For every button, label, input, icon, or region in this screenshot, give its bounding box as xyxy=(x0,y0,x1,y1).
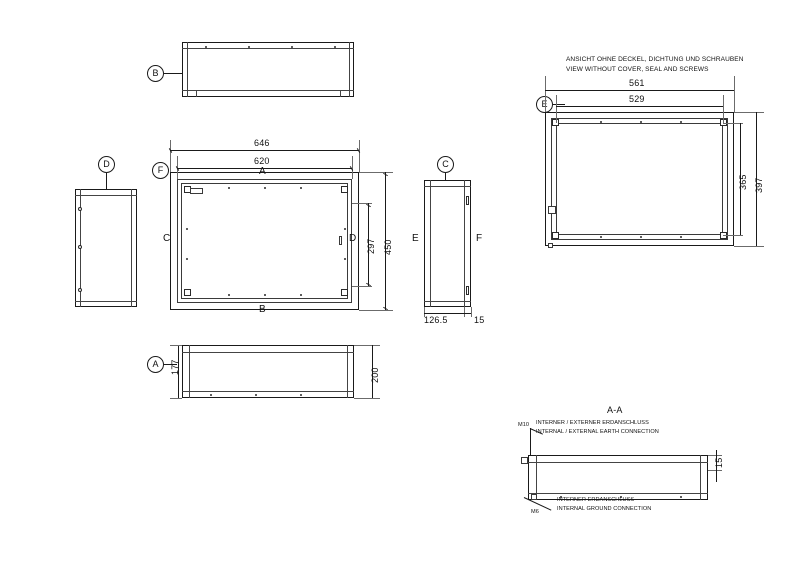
dim-646-text: 646 xyxy=(254,138,270,148)
dim-177-ext-b xyxy=(170,398,182,399)
view-f-screw-t3 xyxy=(300,187,302,189)
view-c-inner-right xyxy=(464,180,465,307)
dim-450-ext-bot xyxy=(359,310,393,311)
view-e-screw-b3 xyxy=(680,236,682,238)
view-b-left-inner xyxy=(187,42,188,97)
view-f-screw-b1 xyxy=(228,294,230,296)
view-e-corner-bl xyxy=(552,232,559,239)
section-dim15-ext-b xyxy=(708,470,722,471)
view-e-screw-t3 xyxy=(680,121,682,123)
section-inner-right xyxy=(700,455,701,500)
interior-note-de: ANSICHT OHNE DECKEL, DICHTUNG UND SCHRAUBEN xyxy=(566,56,744,63)
view-e-screw-t1 xyxy=(600,121,602,123)
view-d-hinge-mid xyxy=(78,245,82,249)
view-b-tab-right xyxy=(340,90,341,97)
dim-177-line xyxy=(178,345,179,398)
view-b-outline xyxy=(182,42,354,97)
view-c-inner-top xyxy=(424,186,471,187)
view-b-screw-1 xyxy=(205,46,207,48)
dim-365-ext-b xyxy=(723,235,743,236)
view-c-face-e: E xyxy=(412,233,419,244)
view-f-corner-tr xyxy=(341,186,348,193)
dim-397-text: 397 xyxy=(754,177,764,193)
dim-620-line xyxy=(177,168,352,169)
view-c-hinge-bottom xyxy=(466,286,469,295)
view-f-screw-b2 xyxy=(264,294,266,296)
dim-200-text: 200 xyxy=(370,367,380,383)
view-f-face-d: D xyxy=(349,233,357,244)
dim-15-ext-r xyxy=(471,307,472,317)
dim-15-text: 15 xyxy=(474,315,485,325)
view-e-screw-b2 xyxy=(640,236,642,238)
view-a-screw-1 xyxy=(210,394,212,396)
dim-297-ext-bot xyxy=(352,286,372,287)
view-d-inner-top xyxy=(75,195,137,196)
view-b-tab-left xyxy=(196,90,197,97)
section-screw-3 xyxy=(680,496,682,498)
view-e-inner-2 xyxy=(556,123,723,235)
view-a-screw-3 xyxy=(300,394,302,396)
view-f-screw-b3 xyxy=(300,294,302,296)
view-c-face-f: F xyxy=(476,233,483,244)
dim-365-text: 365 xyxy=(738,174,748,190)
view-f-screw-r1 xyxy=(344,228,346,230)
ground-thread-label: M6 xyxy=(531,509,539,515)
view-f-face-b: B xyxy=(259,304,266,315)
dim-177-text: 177 xyxy=(170,359,180,375)
dim-620-text: 620 xyxy=(254,156,270,166)
view-e-leader xyxy=(553,104,565,105)
view-d-leader xyxy=(106,173,107,189)
dim-397-ext-t xyxy=(734,112,764,113)
dim-561-line xyxy=(545,90,734,91)
section-earth-boss xyxy=(521,457,528,464)
view-a-screw-2 xyxy=(255,394,257,396)
dim-450-ext-top xyxy=(359,172,393,173)
view-e-earth-tab xyxy=(548,206,556,214)
view-callout-f: F xyxy=(152,162,169,179)
ground-note-de: INTERNER ERDANSCHLUSS xyxy=(557,497,635,503)
view-callout-b: B xyxy=(147,65,164,82)
dim-561-ext-l xyxy=(545,76,546,112)
view-d-inner-bottom xyxy=(75,301,137,302)
dim-620-ext-right xyxy=(352,156,353,179)
view-d-hinge-bottom xyxy=(78,288,82,292)
view-b-topline xyxy=(182,48,354,49)
dim-1265-text: 126.5 xyxy=(424,315,448,325)
dim-529-ext-l xyxy=(556,95,557,123)
section-dim15-ext-t xyxy=(708,455,722,456)
view-f-corner-br xyxy=(341,289,348,296)
view-d-inner-right xyxy=(131,189,132,307)
view-f-screw-t2 xyxy=(264,187,266,189)
view-d-hinge-top xyxy=(78,207,82,211)
dim-200-ext-t xyxy=(354,345,380,346)
view-b-screw-4 xyxy=(334,46,336,48)
dim-561-ext-r xyxy=(734,76,735,112)
earth-note-en: INTERNAL / EXTERNAL EARTH CONNECTION xyxy=(536,429,659,435)
view-a-inner-left xyxy=(189,345,190,398)
view-a-inner-right xyxy=(347,345,348,398)
view-f-inner-panel-2 xyxy=(181,183,348,299)
view-b-right-inner xyxy=(349,42,350,97)
view-f-face-c: C xyxy=(163,233,171,244)
dim-450-text: 450 xyxy=(383,239,393,255)
dim-561-text: 561 xyxy=(629,78,645,88)
view-f-corner-bl xyxy=(184,289,191,296)
earth-note-de: INTERNER / EXTERNER ERDANSCHLUSS xyxy=(536,420,649,426)
view-f-face-a: A xyxy=(259,166,266,177)
dim-15-line xyxy=(464,313,471,314)
view-e-screw-t2 xyxy=(640,121,642,123)
dim-529-text: 529 xyxy=(629,94,645,104)
dim-297-ext-top xyxy=(352,203,372,204)
dim-646-ext-right xyxy=(359,140,360,172)
dim-397-ext-b xyxy=(734,246,764,247)
ground-note-en: INTERNAL GROUND CONNECTION xyxy=(557,506,652,512)
view-callout-c: C xyxy=(437,156,454,173)
view-callout-a: A xyxy=(147,356,164,373)
view-a-inner-bottom xyxy=(182,391,354,392)
view-b-bottomline xyxy=(182,90,354,91)
view-callout-d: D xyxy=(98,156,115,173)
view-b-screw-3 xyxy=(291,46,293,48)
view-callout-e: E xyxy=(536,96,553,113)
view-e-screw-b1 xyxy=(600,236,602,238)
interior-note-en: VIEW WITHOUT COVER, SEAL AND SCREWS xyxy=(566,66,709,73)
dim-529-line xyxy=(556,106,723,107)
view-f-label-plate xyxy=(190,188,203,194)
dim-529-ext-r xyxy=(723,95,724,123)
view-f-screw-t1 xyxy=(228,187,230,189)
section-dim15-text: 15 xyxy=(714,457,724,468)
dim-1265-line xyxy=(424,313,464,314)
view-d-outline xyxy=(75,189,137,307)
view-e-earth-tab-2 xyxy=(548,243,553,248)
view-c-hinge-top xyxy=(466,196,469,205)
dim-297-text: 297 xyxy=(366,238,376,254)
section-ground-boss xyxy=(531,494,537,500)
dim-200-ext-b xyxy=(354,398,380,399)
view-a-inner-top xyxy=(182,352,354,353)
section-inner-top xyxy=(528,462,708,463)
dim-646-line xyxy=(170,150,359,151)
view-f-lock xyxy=(339,236,342,245)
view-f-screw-r2 xyxy=(344,258,346,260)
section-title: A-A xyxy=(607,405,623,415)
view-b-screw-2 xyxy=(248,46,250,48)
view-f-screw-l1 xyxy=(186,228,188,230)
section-inner-bottom xyxy=(528,493,708,494)
view-c-inner-left xyxy=(430,180,431,307)
earth-thread-label: M10 xyxy=(518,422,530,428)
view-c-inner-bottom xyxy=(424,301,471,302)
dim-646-ext-left xyxy=(170,140,171,172)
earth-leader-2 xyxy=(530,428,531,458)
dim-15-ext-l xyxy=(464,307,465,317)
view-b-leader xyxy=(164,73,182,74)
dim-177-ext-t xyxy=(170,345,182,346)
view-f-screw-l2 xyxy=(186,258,188,260)
